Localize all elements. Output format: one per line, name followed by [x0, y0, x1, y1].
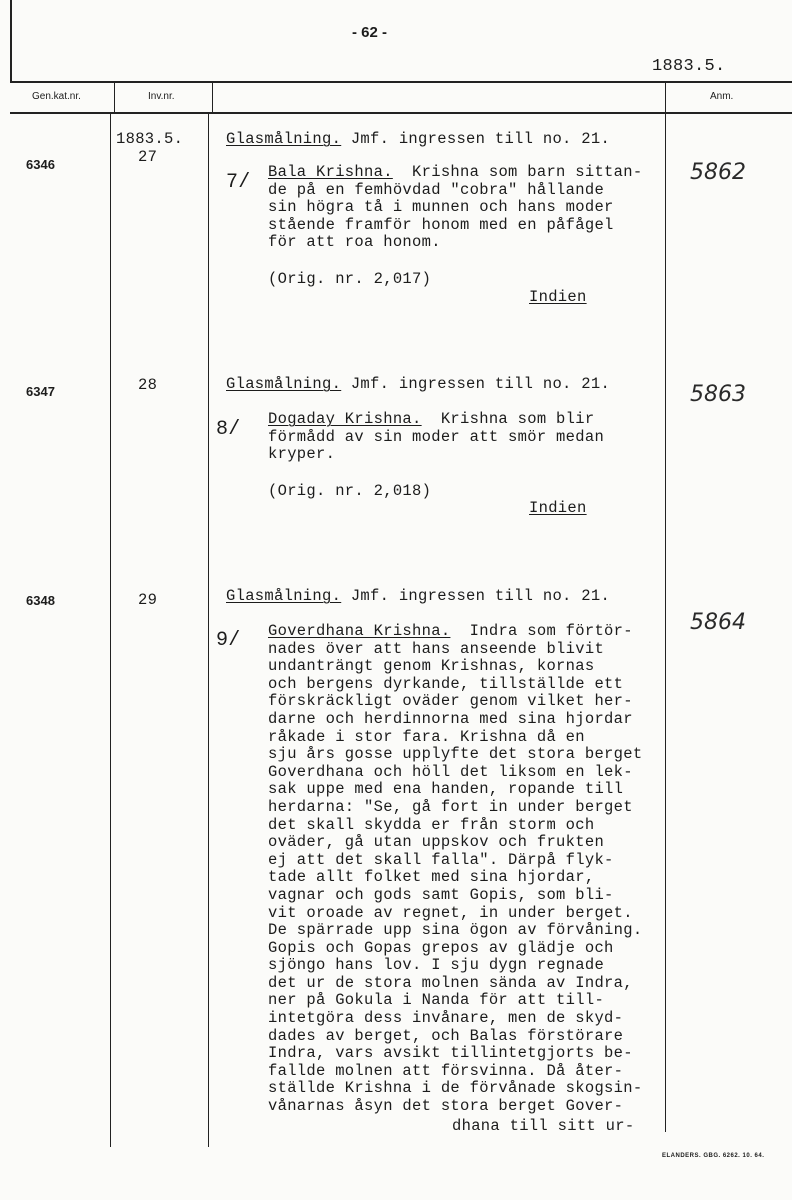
col-divider-1-head	[114, 82, 115, 112]
inv-nr-29: 29	[138, 591, 158, 609]
reference-text: Jmf. ingressen till no. 21.	[350, 375, 611, 393]
col-header-inv: Inv.nr.	[148, 91, 175, 102]
col-divider-1	[110, 112, 111, 1147]
last-line: dhana till sitt ur-	[452, 1117, 635, 1135]
orig-number: (Orig. nr. 2,017)	[268, 270, 432, 288]
entry-6346-text: Bala Krishna. Krishna som barn sittan- de på en femhövdad "cobra" hållande sin högra tå i munnen och hans moder stående framför honom med en påfågel för att roa honom.	[268, 163, 643, 252]
inv-nr-28: 28	[138, 376, 158, 394]
reference-text: Jmf. ingressen till no. 21.	[350, 587, 611, 605]
origin-label: Indien	[529, 288, 587, 306]
item-title: Dogaday Krishna.	[268, 410, 422, 428]
category-label: Glasmålning.	[226, 587, 342, 605]
entry-6347-text: Dogaday Krishna. Krishna som blir förmådd av sin moder att smör medan kryper.	[268, 410, 605, 464]
item-title: Goverdhana Krishna.	[268, 622, 451, 640]
left-margin-line	[10, 0, 12, 82]
gen-nr-6346: 6346	[26, 157, 55, 172]
anm-handwritten: 5862	[690, 160, 746, 185]
col-divider-3	[665, 82, 666, 1132]
col-header-gen-kat: Gen.kat.nr.	[32, 91, 81, 102]
inv-nr-1883: 1883.5.	[116, 130, 184, 148]
header-top-rule	[10, 81, 792, 83]
origin-label: Indien	[529, 499, 587, 517]
col-divider-2	[208, 112, 209, 1147]
page-number: - 62 -	[352, 24, 388, 41]
item-number: 8/	[216, 418, 241, 441]
header-bottom-rule	[10, 112, 792, 114]
orig-number: (Orig. nr. 2,018)	[268, 482, 432, 500]
item-number: 7/	[226, 171, 251, 194]
anm-handwritten: 5863	[690, 382, 746, 407]
col-header-anm: Anm.	[710, 91, 734, 102]
item-number: 9/	[216, 629, 241, 652]
category-label: Glasmålning.	[226, 130, 342, 148]
gen-nr-6347: 6347	[26, 384, 55, 399]
inv-sub-27: 27	[138, 148, 158, 166]
item-title: Bala Krishna.	[268, 163, 393, 181]
gen-nr-6348: 6348	[26, 593, 55, 608]
year-code: 1883.5.	[652, 57, 726, 76]
category-label: Glasmålning.	[226, 375, 342, 393]
col-divider-2-head	[212, 82, 213, 112]
entry-6348-text: Goverdhana Krishna. Indra som förtör- nades över att hans anseende blivit undanträngt genom Krishnas, kornas och bergens dyrkande, tillställde ett förskräckligt oväder genom vilket her- darne och herdinnorna med sina hjordar råkade i stor fara. Krishna då en sju års gosse upplyfte det stora berget Goverdhana och höll det liksom en lek- sak uppe med ena handen, ropande till herdarna: "Se, gå fort in under berget det skall skydda er från storm och oväder, gå utan uppskov och frukten ej att det skall falla". Därpå flyk- tade allt folket med sina hjordar, vagnar och gods samt Gopis, som bli- vit oroade av regnet, in under berget. De spärrade upp sina ögon av förvåning. Gopis och Gopas grepos av glädje och sjöngo hans lov. I sju dygn regnade det ur de stora molnen sända av Indra, ner på Gokula i Nanda för att till- intetgöra dess invånare, men de skyd- dades av berget, och Balas förstörare Indra, vars avsikt tillintetgjorts be- fallde molnen att försvinna. Då åter- ställde Krishna i de förvånade skogsin- vånarnas åsyn det stora berget Gover-	[268, 622, 643, 1116]
reference-text: Jmf. ingressen till no. 21.	[350, 130, 611, 148]
anm-handwritten: 5864	[690, 610, 746, 635]
printer-mark: ELANDERS. GBG. 6262. 10. 64.	[662, 1153, 765, 1159]
